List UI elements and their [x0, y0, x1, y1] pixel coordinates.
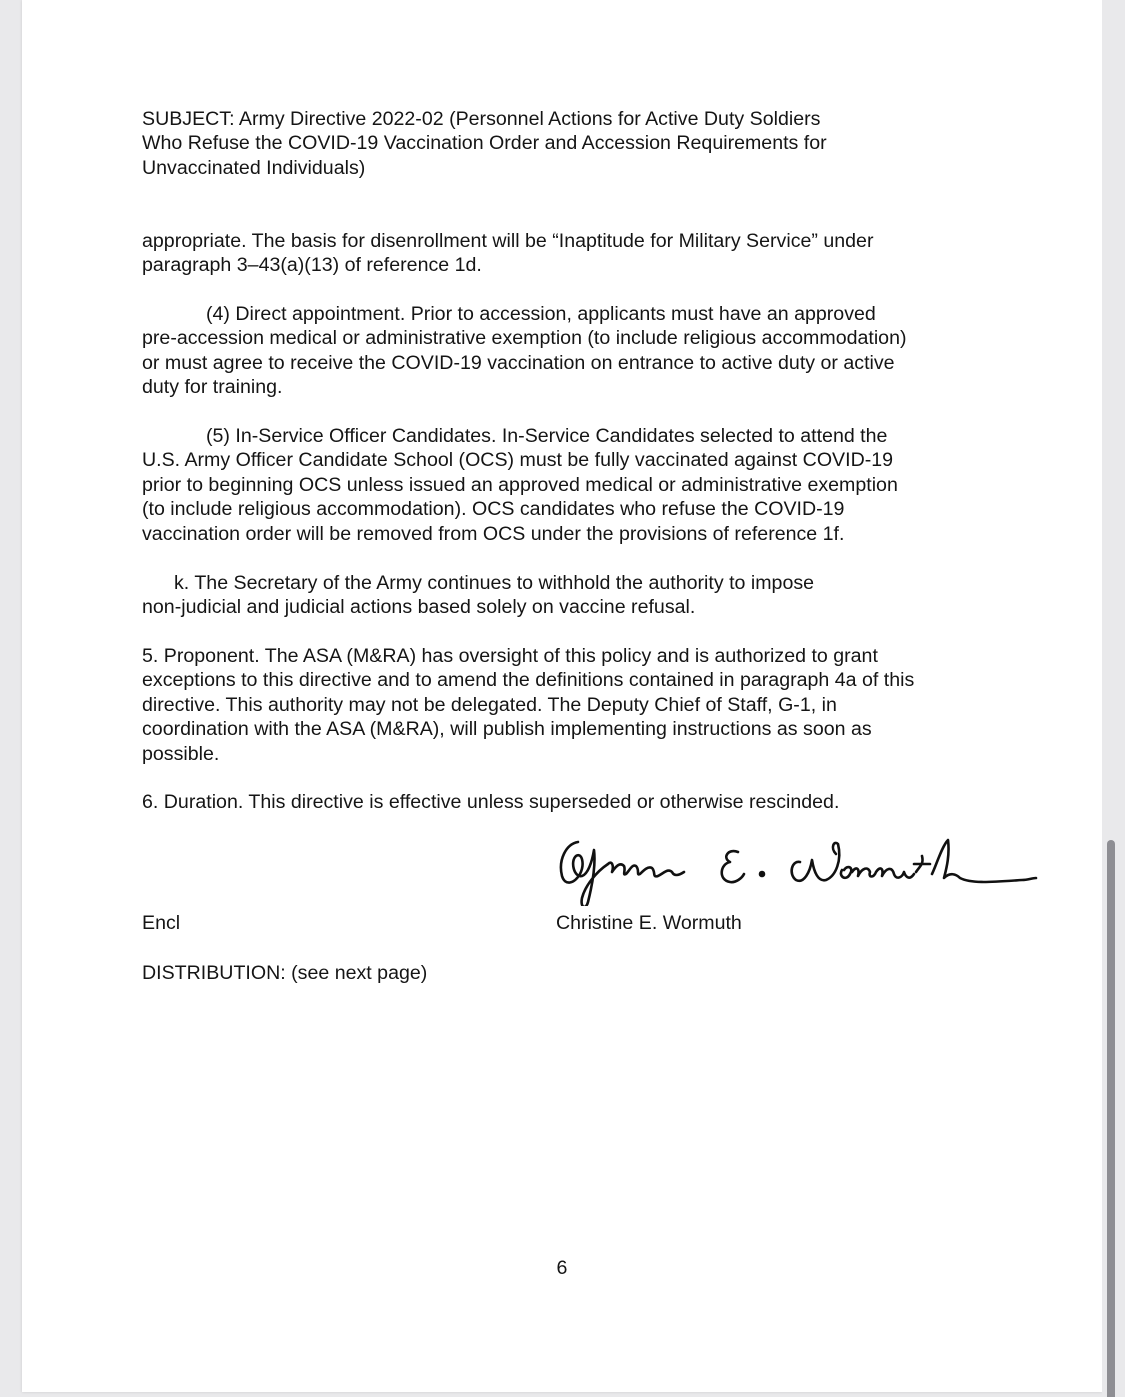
section-5-proponent	[142, 644, 992, 766]
section-5-line-2: exceptions to this directive and to amend the definitions contained in paragraph 4a of this	[142, 669, 915, 692]
section-5-line-4: coordination with the ASA (M&RA), will publish implementing instructions as soon as	[142, 718, 872, 741]
para-4-line-4: duty for training.	[142, 376, 283, 399]
para-k-line-2: non-judicial and judicial actions based solely on vaccine refusal.	[142, 596, 696, 619]
para-4-line-1: (4) Direct appointment. Prior to accession, applicants must have an approved	[206, 303, 876, 325]
paragraph-4-direct-appointment	[142, 302, 992, 400]
scrollbar-track	[1102, 0, 1125, 1397]
subject-line-1: SUBJECT: Army Directive 2022-02 (Personnel Actions for Active Duty Soldiers	[142, 108, 821, 130]
paragraph-5-officer-candidates	[142, 424, 992, 546]
para-4-line-3: or must agree to receive the COVID-19 vaccination on entrance to active duty or active	[142, 351, 895, 374]
signatory-name: Christine E. Wormuth	[556, 912, 742, 934]
section-5-line-3: directive. This authority may not be delegated. The Deputy Chief of Staff, G-1, in	[142, 693, 837, 716]
continuation-line-2: paragraph 3–43(a)(13) of reference 1d.	[142, 254, 482, 277]
scrollbar-thumb[interactable]	[1107, 840, 1115, 1397]
subject-block	[142, 107, 992, 180]
continuation-line-1: appropriate. The basis for disenrollment will be “Inaptitude for Military Service” under	[142, 230, 874, 252]
para-5-line-4: (to include religious accommodation). OCS candidates who refuse the COVID-19	[142, 498, 845, 521]
section-5-line-1: 5. Proponent. The ASA (M&RA) has oversight of this policy and is authorized to grant	[142, 645, 878, 667]
para-5-line-5: vaccination order will be removed from OCS under the provisions of reference 1f.	[142, 522, 845, 545]
para-k-line-1: k. The Secretary of the Army continues to withhold the authority to impose	[174, 572, 815, 594]
subject-line-3: Unvaccinated Individuals)	[142, 156, 366, 179]
para-5-line-2: U.S. Army Officer Candidate School (OCS) must be fully vaccinated against COVID-19	[142, 449, 894, 472]
distribution-line	[142, 961, 992, 985]
section-6-text: 6. Duration. This directive is effective unless superseded or otherwise rescinded.	[142, 791, 840, 813]
section-5-line-5: possible.	[142, 742, 220, 765]
distribution-text: DISTRIBUTION: (see next page)	[142, 962, 428, 984]
handwritten-signature	[552, 826, 1038, 906]
para-5-line-3: prior to beginning OCS unless issued an approved medical or administrative exemption	[142, 473, 898, 496]
para-5-line-1: (5) In-Service Officer Candidates. In-Service Candidates selected to attend the	[206, 425, 888, 447]
continuation-paragraph	[142, 229, 992, 278]
enclosure-text: Encl	[142, 912, 181, 934]
paragraph-k	[142, 571, 992, 620]
subject-line-2: Who Refuse the COVID-19 Vaccination Order and Accession Requirements for	[142, 132, 827, 155]
page-number: 6	[556, 1257, 568, 1279]
section-6-duration	[142, 790, 992, 814]
para-4-line-2: pre-accession medical or administrative exemption (to include religious accommodation)	[142, 327, 907, 350]
